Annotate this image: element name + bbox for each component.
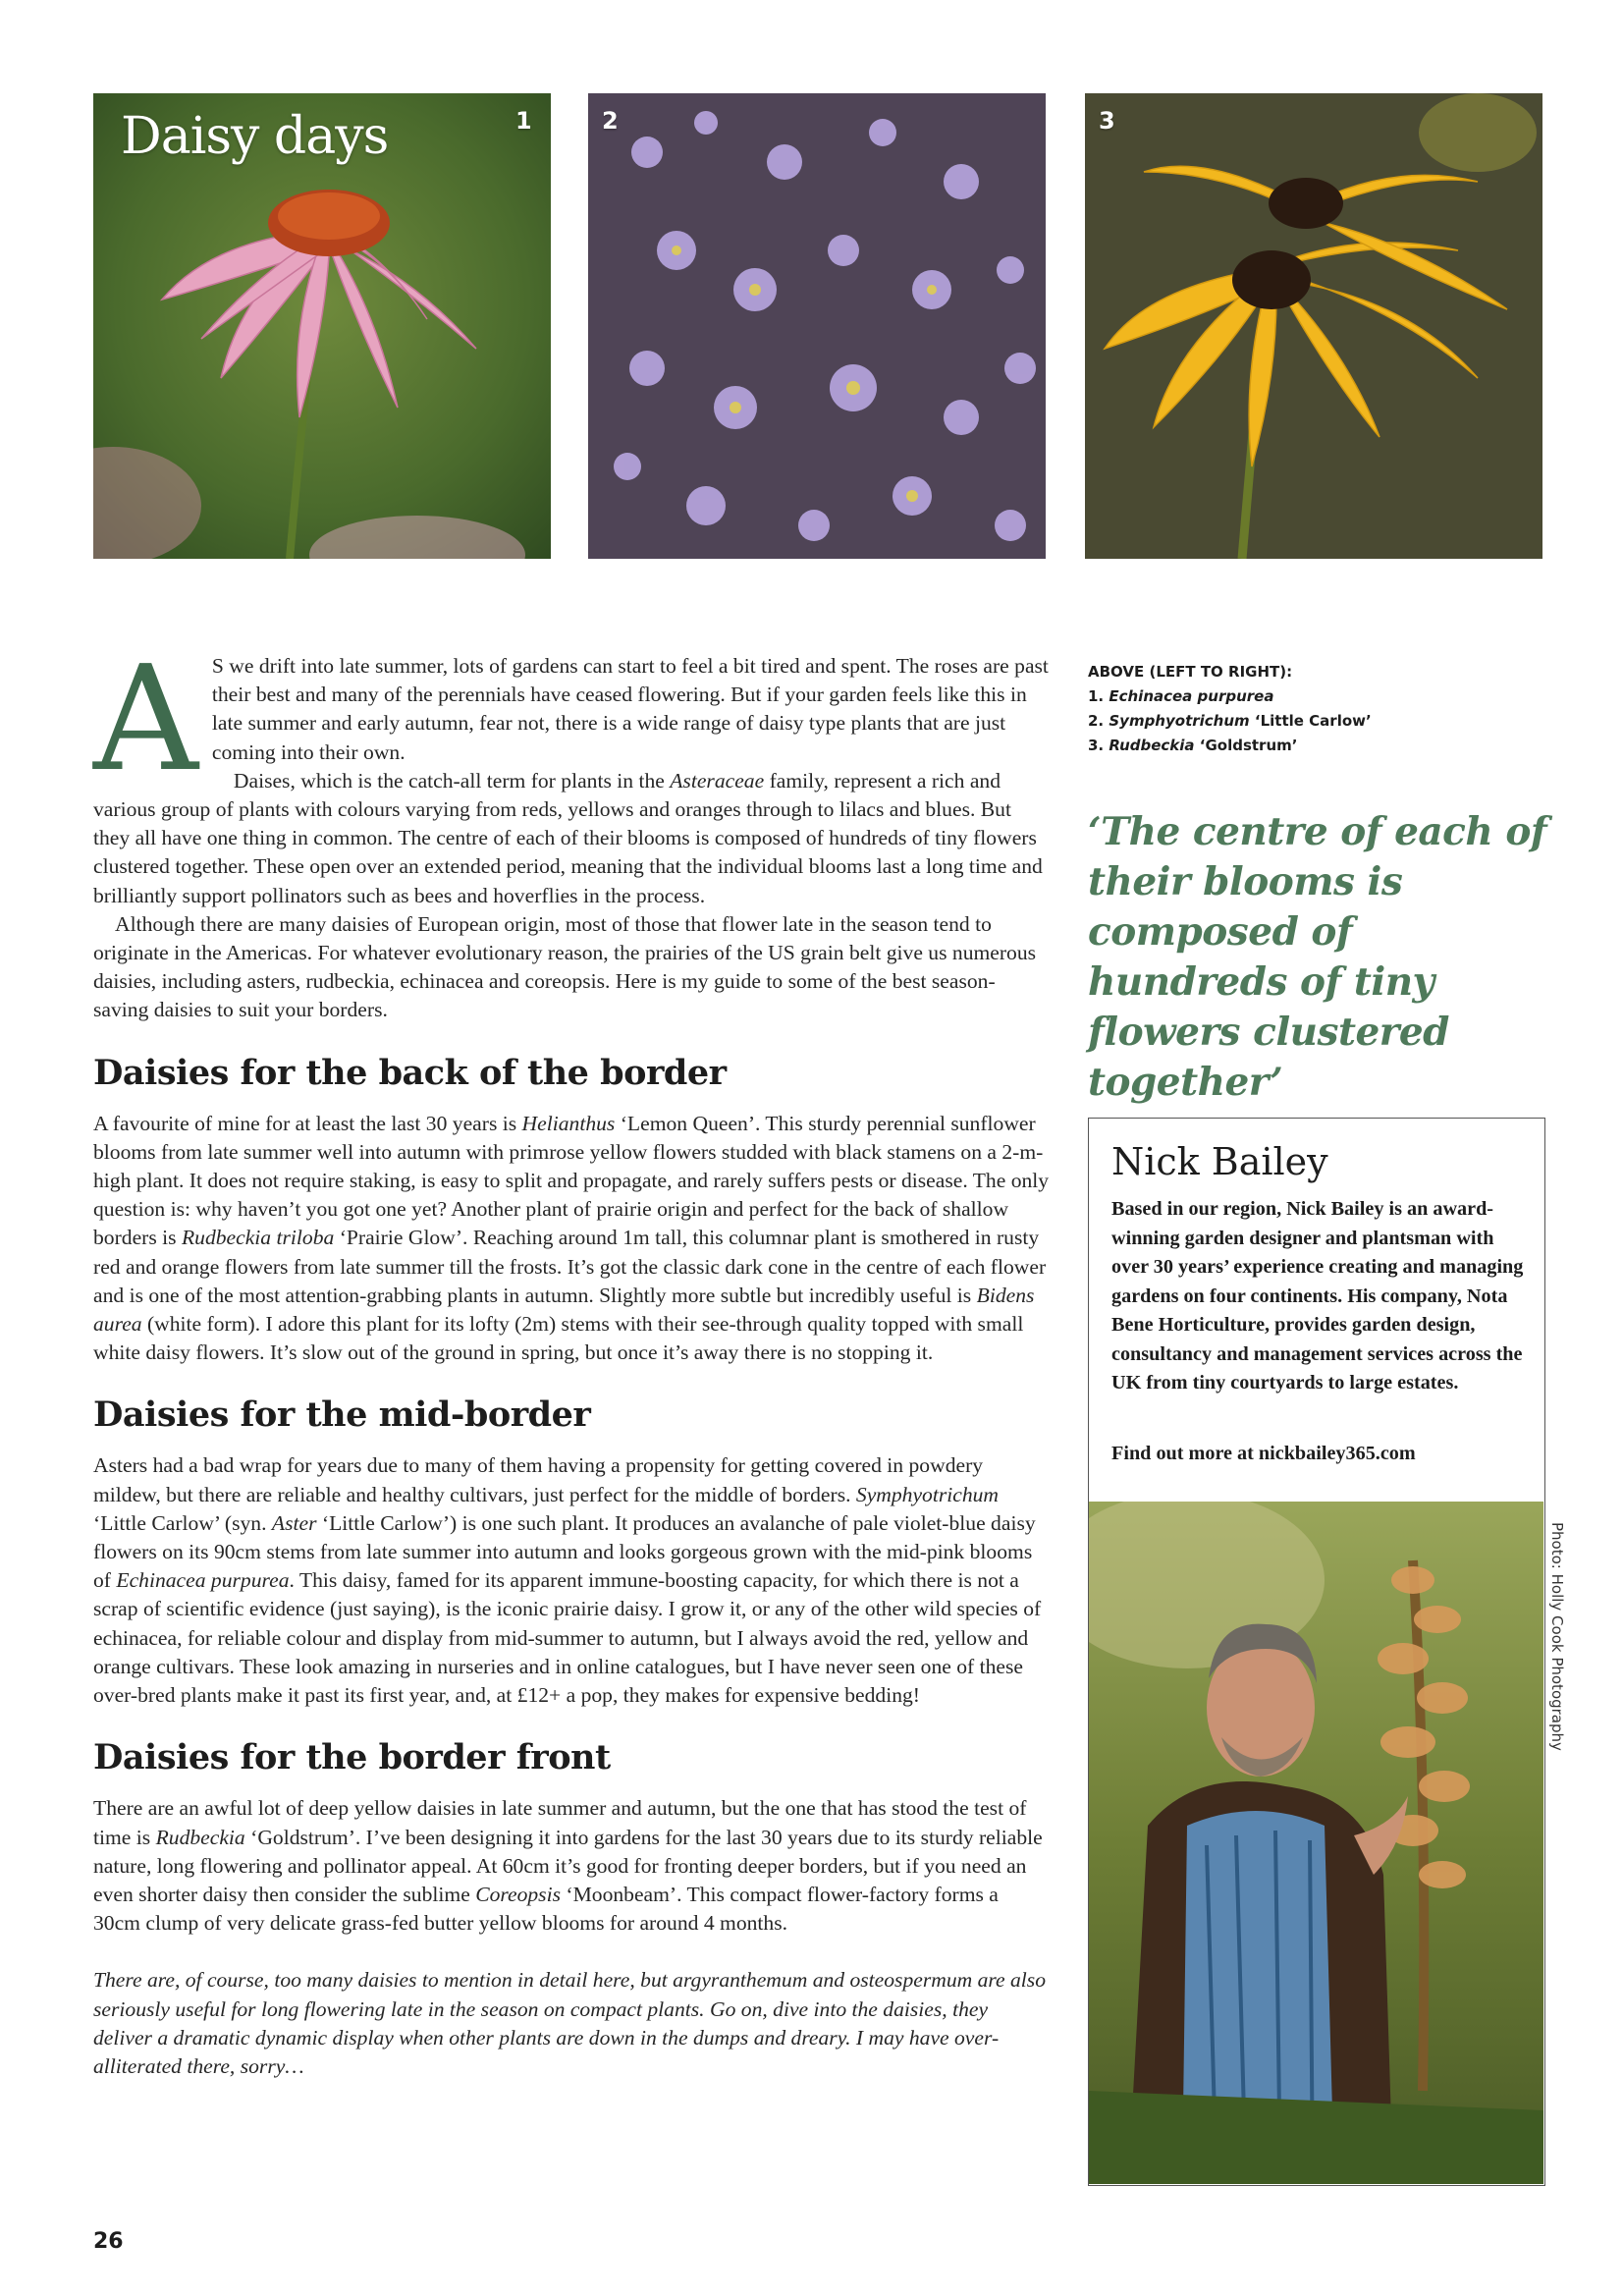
section-heading-border-front: Daisies for the border front <box>93 1737 611 1778</box>
photo-credit: Photo: Holly Cook Photography <box>1548 1522 1566 1751</box>
author-photo <box>1089 1502 1543 2184</box>
photo-caption <box>1088 660 1520 758</box>
page-title: Daisy days <box>121 107 389 166</box>
closing-paragraph: There are, of course, too many daisies to mention in detail here, but argyranthemum and osteospermum are also seriously useful for long flowering late in the season on compact plants. Go on, dive into the daisies, they deliver a dramatic dynamic display when other plants are down in the dumps and dreary. I may have over-alliterated there, sorry… <box>93 1968 1047 2078</box>
photo-aster <box>588 93 1046 559</box>
photo-number: 1 <box>515 107 532 135</box>
rudbeckia-image <box>1085 93 1542 559</box>
border-front-paragraph: There are an awful lot of deep yellow daisies in late summer and autumn, but the one that has stood the test of time is Rudbeckia ‘Goldstrum’. I’ve been designing it into gardens for the last 30 years due to its sturdy reliable nature, long flowering and pollinator appeal. At 60cm it’s good for fronting deeper borders, but if you need an even shorter daisy then consider the sublime Coreopsis ‘Moonbeam’. This compact flower-factory forms a 30cm clump of very delicate grass-fed butter yellow blooms for around 4 months. <box>93 1796 1043 1936</box>
caption-item: 3. Rudbeckia ‘Goldstrum’ <box>1088 737 1298 754</box>
photo-rudbeckia <box>1085 93 1542 559</box>
caption-item: 2. Symphyotrichum ‘Little Carlow’ <box>1088 712 1372 730</box>
caption-item: 1. Echinacea purpurea <box>1088 687 1274 705</box>
author-portrait-image <box>1089 1502 1543 2184</box>
author-bio-box <box>1088 1118 1545 2186</box>
author-website-link[interactable]: Find out more at nickbailey365.com <box>1111 1443 1416 1464</box>
section-heading-mid-border: Daisies for the mid-border <box>93 1394 591 1436</box>
back-border-paragraph: A favourite of mine for at least the last 30 years is Helianthus ‘Lemon Queen’. This sturdy perennial sunflower blooms from late summer well into autumn with primrose yellow flowers studded with black stamens on a 2-m-high plant. It does not require staking, is easy to split and propagate, and rarely suffers pests or disease. The only question is: why haven’t you got one yet? Another plant of prairie origin and perfect for the back of shallow borders is Rudbeckia triloba ‘Prairie Glow’. Reaching around 1m tall, this columnar plant is smothered in rusty red and orange flowers from late summer till the frosts. It’s got the classic dark cone in the centre of each flower and is one of the most attention-grabbing plants in autumn. Slightly more subtle but incredibly useful is Bidens aurea (white form). I adore this plant for its lofty (2m) stems with their see-through quality topped with small white daisy flowers. It’s slow out of the ground in spring, but once it’s away there is no stopping it. <box>93 1111 1050 1365</box>
intro-paragraph-3: Although there are many daisies of European origin, most of those that flower late in the season tend to originate in the Americas. For whatever evolutionary reason, the prairies of the US grain belt give us numerous daisies, including asters, rudbeckia, echinacea and coreopsis. Here is my guide to some of the best season-saving daisies to suit your borders. <box>93 911 1037 1022</box>
author-bio-text: Based in our region, Nick Bailey is an award-winning garden designer and plantsman with over 30 years’ experience creating and managing gardens on four continents. His company, Nota Bene Horticulture, provides garden design, consultancy and management services across the UK from tiny courtyards to large estates. <box>1111 1198 1524 1394</box>
photo-echinacea <box>93 93 551 559</box>
photo-number: 2 <box>602 107 619 135</box>
caption-heading: ABOVE (LEFT TO RIGHT): <box>1088 663 1293 681</box>
mid-border-paragraph: Asters had a bad wrap for years due to many of them having a propensity for getting covered in powdery mildew, but there are reliable and healthy cultivars, just perfect for the middle of borders. Symphyotrichum ‘Little Carlow’ (syn. Aster ‘Little Carlow’) is one such plant. It produces an avalanche of pale violet-blue daisy flowers on its 90cm stems from late summer into autumn and looks gorgeous grown with the mid-pink blooms of Echinacea purpurea. This daisy, famed for its apparent immune-boosting capacity, for which there is not a scrap of scientific evidence (just saying), is the iconic prairie daisy. I grow it, or any of the other wild species of echinacea, for reliable colour and display from mid-summer to autumn, but I always avoid the red, yellow and orange cultivars. These look amazing in nurseries and in online catalogues, but I have never seen one of these over-bred plants make it past its first year, and, at £12+ a pop, they makes for expensive bedding! <box>93 1453 1042 1708</box>
pull-quote: ‘The centre of each of their blooms is composed of hundreds of tiny flowers clustered together’ <box>1088 809 1547 1105</box>
aster-image <box>588 93 1046 559</box>
section-heading-back-border: Daisies for the back of the border <box>93 1052 727 1093</box>
intro-paragraph-2: Daises, which is the catch-all term for plants in the Asteraceae family, represent a rich and various group of plants with colours varying from reds, yellows and oranges through to lilacs and blues. But they all have one thing in common. The centre of each of their blooms is composed of hundreds of tiny flowers clustered together. These open over an extended period, meaning that the individual blooms last a long time and brilliantly support pollinators such as bees and hoverflies in the process. <box>93 768 1043 907</box>
intro-paragraph: S we drift into late summer, lots of gardens can start to feel a bit tired and spent. The roses are past their best and many of the perennials have ceased flowering. But if your garden feels like this in late summer and early autumn, fear not, there is a wide range of daisy type plants that are just coming into their own. <box>211 654 1049 764</box>
article-body <box>93 634 1051 2081</box>
author-name: Nick Bailey <box>1111 1140 1328 1183</box>
photo-number: 3 <box>1099 107 1115 135</box>
page-number: 26 <box>93 2229 124 2254</box>
drop-cap: A <box>93 634 198 803</box>
